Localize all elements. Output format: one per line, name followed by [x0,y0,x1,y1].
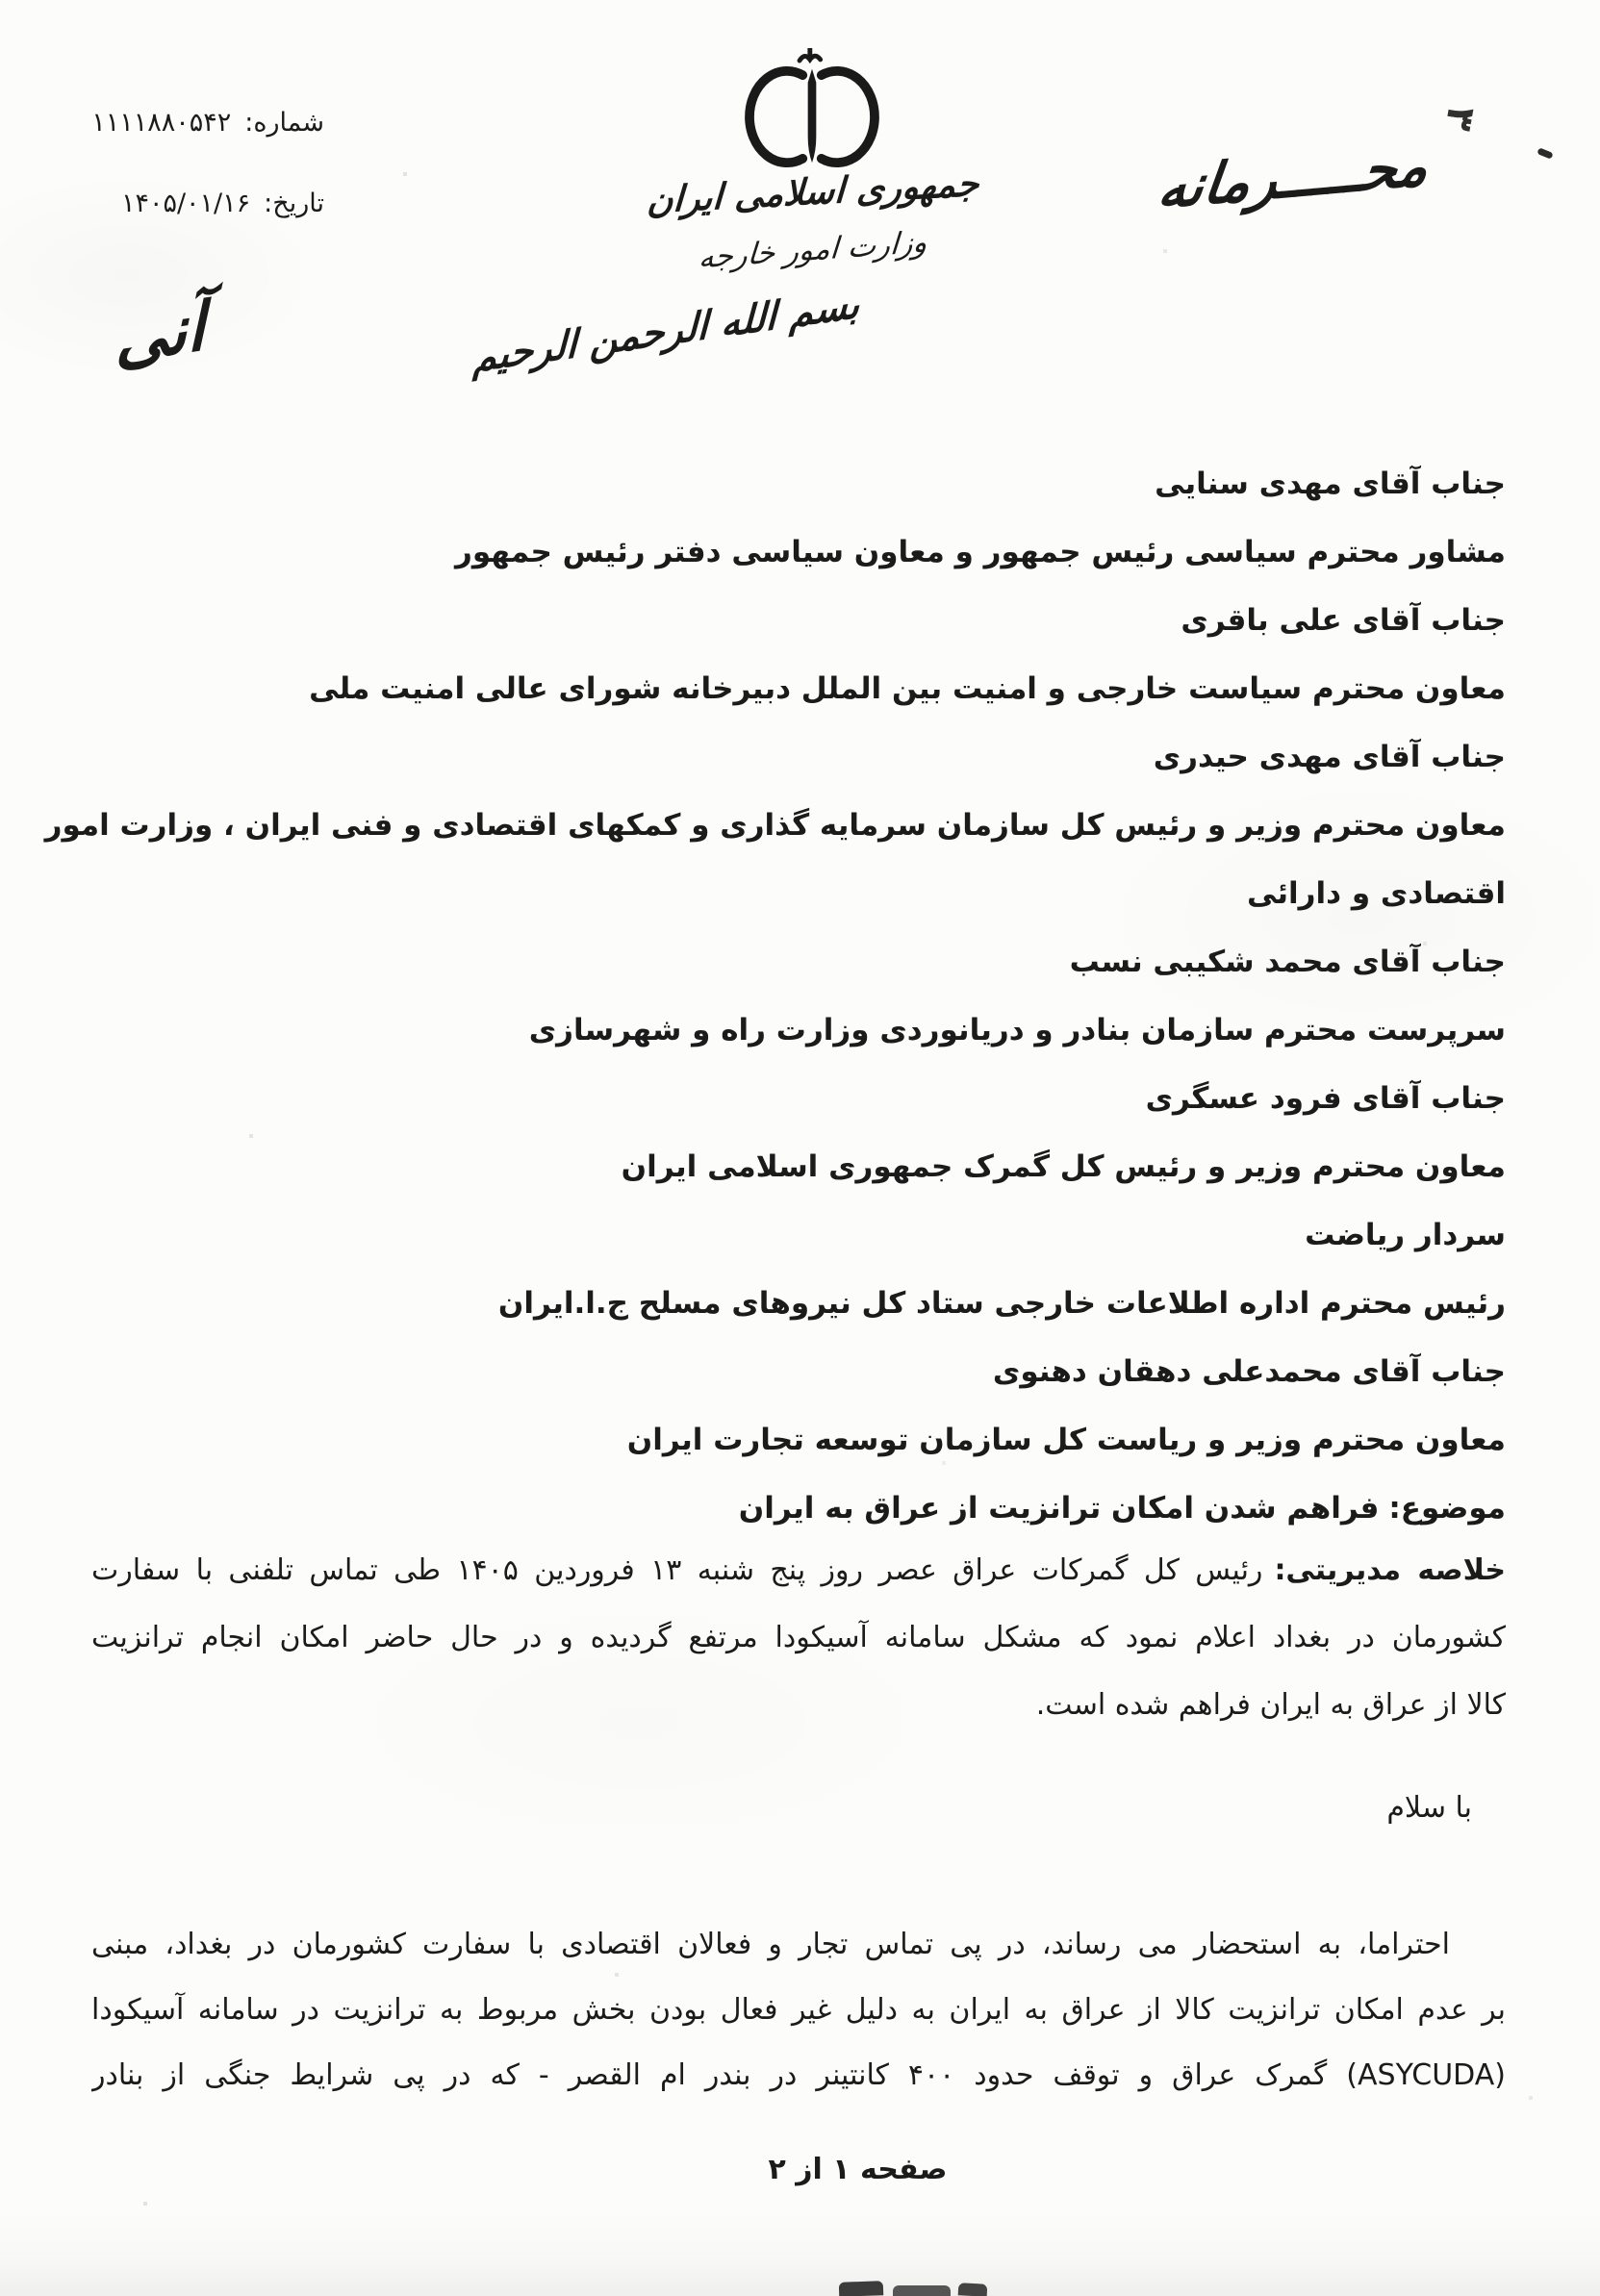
subject-text: فراهم شدن امکان ترانزیت از عراق به ایران [738,1491,1380,1526]
page-footer [0,2153,1600,2186]
body-line-1: احتراما، به استحضار می رساند، در پی تماس تجار و فعالان اقتصادی با سفارت کشورمان در بغداد، مبنی [91,1928,1450,1961]
iran-emblem-icon [739,48,885,173]
management-summary [91,1537,1506,1739]
letter-date [79,189,324,219]
handwritten-corner-mark: ۳ [1435,102,1484,135]
classification-confidential: محـــــرمانه [1154,132,1433,222]
bottom-edge-smudge [893,2285,951,2296]
number-label: شماره: [244,108,324,138]
recipient-line: جناب آقای محمد شکیبی نسب [1069,945,1506,979]
recipient-line: سرپرست محترم سازمان بنادر و دریانوردی وزارت راه و شهرسازی [528,1013,1506,1047]
subject-label: موضوع: [1388,1491,1506,1526]
date-value: ۱۴۰۵/۰۱/۱۶ [120,189,251,219]
bottom-edge-smudge [839,2281,883,2296]
letter-number [79,108,324,139]
subject-line [91,1475,1506,1543]
letter-meta [79,108,324,270]
number-value: ۱۱۱۱۸۸۰۵۴۲ [91,108,232,138]
recipient-line: جناب آقای علی باقری [1181,603,1506,638]
body-line-2: بر عدم امکان ترانزیت کالا از عراق به ایران به دلیل غیر فعال بودن بخش مربوط به ترانزیت در سامانه آسیکودا [91,1993,1506,2027]
ministry-title: وزارت امور خارجه [698,224,928,276]
recipient-line: معاون محترم وزیر و ریاست کل سازمان توسعه تجارت ایران [626,1423,1506,1457]
priority-immediate: آنی [114,289,206,380]
summary-label: خلاصه مدیریتی: [1274,1553,1506,1587]
recipient-line: معاون محترم وزیر و رئیس کل گمرک جمهوری اسلامی ایران [621,1149,1506,1184]
body-line-3: (ASYCUDA) گمرک عراق و توقف حدود ۴۰۰ کانتینر در بندر ام القصر - که در پی شرایط جنگی از بنادر [91,2058,1506,2092]
recipient-line: رئیس محترم اداره اطلاعات خارجی ستاد کل نیروهای مسلح ج.ا.ایران [497,1286,1506,1321]
body-paragraph [91,1912,1506,2108]
recipients-list [44,450,1506,1543]
summary-line-1 [91,1537,1506,1604]
country-title: جمهوری اسلامی ایران [646,162,980,222]
page-number: صفحه ۱ از ۲ [768,2153,948,2186]
summary-line-3: کالا از عراق به ایران فراهم شده است. [1035,1688,1506,1722]
recipient-line: جناب آقای محمدعلی دهقان دهنوی [992,1354,1506,1389]
recipient-line: جناب آقای فرود عسگری [1145,1081,1506,1116]
recipient-line: معاون محترم وزیر و رئیس کل سازمان سرمایه گذاری و کمکهای اقتصادی و فنی ایران ، وزارت امور [44,808,1506,843]
summary-line-1-text: رئیس کل گمرکات عراق عصر روز پنج شنبه ۱۳ فروردین ۱۴۰۵ طی تماس تلفنی با سفارت [91,1553,1263,1587]
recipient-line: جناب آقای مهدی حیدری [1153,740,1506,774]
greeting-salam: با سلام [1386,1791,1472,1825]
pen-dash-artifact [1537,147,1553,159]
recipient-line: مشاور محترم سیاسی رئیس جمهور و معاون سیاسی دفتر رئیس جمهور [454,535,1506,569]
bismillah-calligraphy: بسم الله الرحمن الرحیم [471,282,861,382]
scan-speckles [0,0,2,2]
recipient-line: سردار ریاضت [1305,1218,1506,1252]
summary-line-2: کشورمان در بغداد اعلام نمود که مشکل سامانه آسیکودا مرتفع گردیده و در حال حاضر امکان انجام ترانزیت [91,1621,1506,1654]
date-label: تاریخ: [264,189,324,219]
recipient-line: اقتصادی و دارائی [1247,876,1506,911]
recipient-line: جناب آقای مهدی سنایی [1155,467,1506,501]
bottom-edge-smudge [958,2283,988,2296]
recipient-line: معاون محترم سیاست خارجی و امنیت بین الملل دبیرخانه شورای عالی امنیت ملی [309,671,1506,706]
